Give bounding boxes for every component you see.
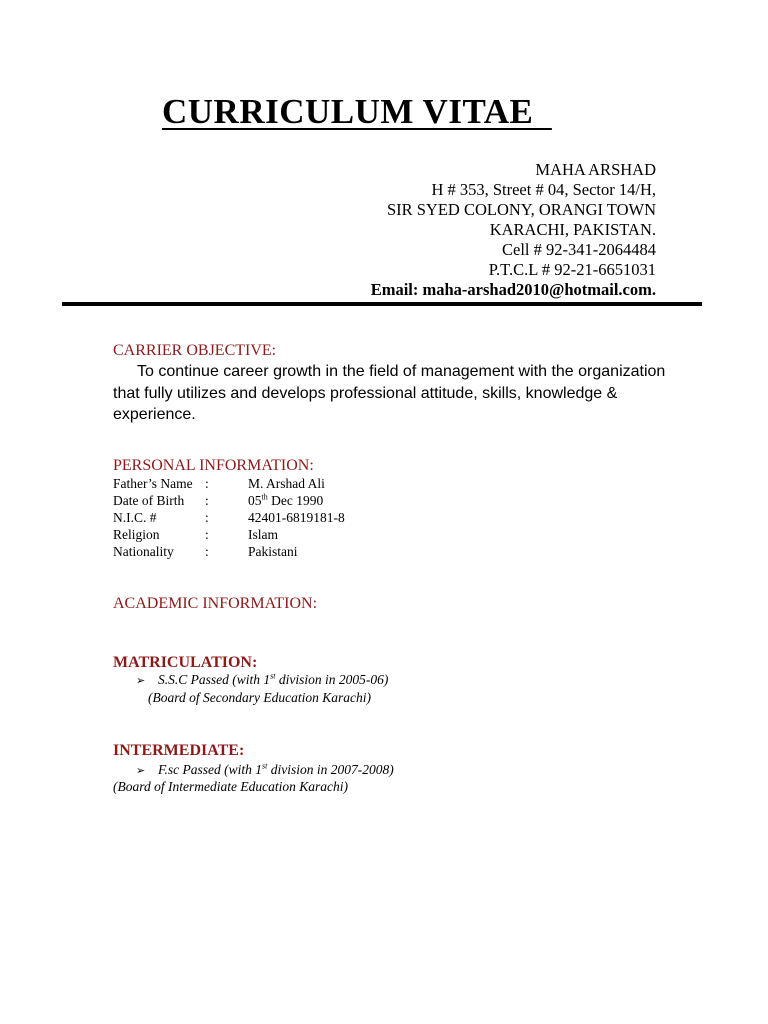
ssc-text: S.S.C Passed (with 1 <box>158 672 271 687</box>
row-label: Religion <box>113 527 160 542</box>
address-line-2: SIR SYED COLONY, ORANGI TOWN <box>386 200 656 219</box>
row-colon: : <box>205 544 209 559</box>
contact-name: MAHA ARSHAD <box>535 160 656 179</box>
objective-body: To continue career growth in the field of management with the organization that fully utilizes and develops professional attitude, skills, knowledge & experience. <box>113 363 666 423</box>
personal-info-table <box>113 475 345 560</box>
ptcl-number: P.T.C.L # 92-21-6651031 <box>488 260 656 279</box>
ssc-suffix: st <box>270 671 276 681</box>
fsc-text-rest: division in 2007-2008) <box>267 762 394 777</box>
row-colon: : <box>205 527 209 542</box>
matriculation-board: (Board of Secondary Education Karachi) <box>148 690 371 705</box>
row-value: Pakistani <box>248 544 298 559</box>
row-value: M. Arshad Ali <box>248 476 325 491</box>
row-label: Date of Birth <box>113 493 185 508</box>
arrow-bullet-icon: ➢ <box>136 675 146 687</box>
dob-rest: Dec 1990 <box>267 493 324 508</box>
objective-heading: CARRIER OBJECTIVE: <box>113 342 277 359</box>
objective-text <box>113 361 673 426</box>
personal-row-religion <box>113 526 345 543</box>
intermediate-item <box>136 762 394 778</box>
address-line-1: H # 353, Street # 04, Sector 14/H, <box>431 180 656 199</box>
row-value: 42401-6819181-8 <box>248 510 345 525</box>
matriculation-item <box>136 672 388 688</box>
row-colon: : <box>205 510 209 525</box>
email-address: Email: maha-arshad2010@hotmail.com. <box>370 280 656 299</box>
page-title: CURRICULUM VITAE <box>162 92 552 131</box>
address-line-3: KARACHI, PAKISTAN. <box>489 220 656 239</box>
contact-block <box>371 160 656 300</box>
row-colon: : <box>205 493 209 508</box>
horizontal-divider <box>62 302 702 306</box>
ssc-text-rest: division in 2005-06) <box>275 672 389 687</box>
row-colon: : <box>205 476 209 491</box>
arrow-bullet-icon: ➢ <box>136 765 146 777</box>
dob-day: 05 <box>248 493 262 508</box>
fsc-suffix: st <box>262 761 268 771</box>
row-label: N.I.C. # <box>113 510 157 525</box>
personal-heading: PERSONAL INFORMATION: <box>113 457 314 474</box>
academic-heading: ACADEMIC INFORMATION: <box>113 595 318 612</box>
personal-row-nic <box>113 509 345 526</box>
fsc-text: F.sc Passed (with 1 <box>158 762 262 777</box>
personal-row-father <box>113 475 345 492</box>
row-value <box>248 492 323 509</box>
intermediate-heading: INTERMEDIATE: <box>113 742 245 759</box>
matriculation-heading: MATRICULATION: <box>113 654 258 671</box>
row-label: Nationality <box>113 544 174 559</box>
personal-row-dob <box>113 492 345 509</box>
dob-suffix: th <box>261 492 268 502</box>
row-label: Father’s Name <box>113 476 193 491</box>
row-value: Islam <box>248 527 278 542</box>
intermediate-board: (Board of Intermediate Education Karachi) <box>113 779 348 794</box>
personal-row-nationality <box>113 543 345 560</box>
cell-number: Cell # 92-341-2064484 <box>502 240 656 259</box>
